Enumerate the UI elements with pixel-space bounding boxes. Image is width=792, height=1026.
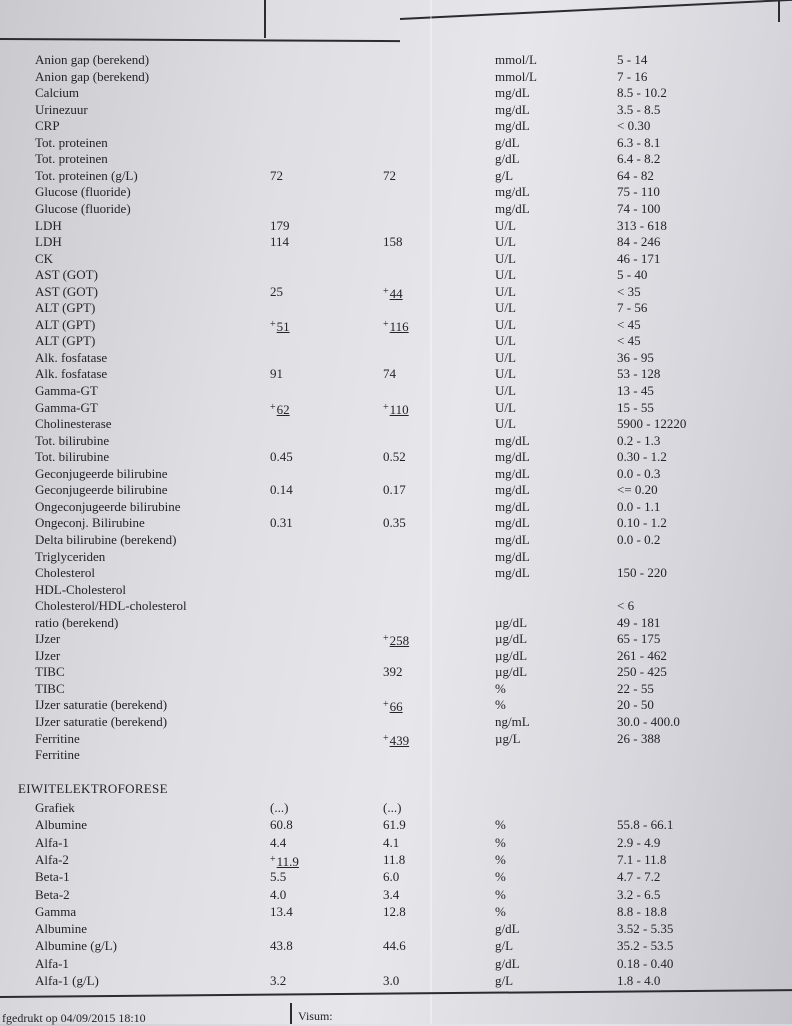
result-row bbox=[0, 218, 792, 234]
result-row bbox=[0, 835, 792, 851]
result-ref: 0.0 - 0.2 bbox=[617, 531, 661, 547]
result-unit: g/L bbox=[495, 167, 514, 183]
result-name: Tot. proteinen bbox=[35, 134, 108, 150]
result-row bbox=[0, 852, 792, 868]
result-unit: mg/dL bbox=[495, 432, 530, 448]
result-name: ratio (berekend) bbox=[35, 614, 119, 630]
result-row bbox=[0, 168, 792, 184]
header-box-right-edge bbox=[778, 0, 780, 22]
result-v1: 0.31 bbox=[270, 515, 293, 531]
result-v2: 4.1 bbox=[383, 834, 400, 850]
result-row bbox=[0, 366, 792, 382]
result-unit: U/L bbox=[495, 316, 516, 332]
result-row bbox=[0, 433, 792, 449]
result-row bbox=[0, 714, 792, 730]
result-ref: 150 - 220 bbox=[617, 565, 667, 581]
result-name: Gamma-GT bbox=[35, 383, 98, 398]
flagged-value: 110 bbox=[389, 401, 409, 417]
result-row bbox=[0, 631, 792, 647]
result-row bbox=[0, 598, 792, 614]
result-ref: 5 - 40 bbox=[617, 267, 648, 283]
result-name: Beta-1 bbox=[35, 869, 70, 885]
result-v1: (...) bbox=[270, 800, 289, 815]
result-ref: < 35 bbox=[617, 283, 641, 299]
result-row bbox=[0, 201, 792, 217]
result-name: Gamma-GT bbox=[35, 399, 98, 415]
result-name: Beta-2 bbox=[35, 886, 70, 902]
result-name: Ongeconj. Bilirubine bbox=[35, 515, 145, 531]
result-row bbox=[0, 921, 792, 937]
result-v2: 11.8 bbox=[383, 851, 406, 867]
result-ref: 250 - 425 bbox=[617, 664, 667, 680]
result-ref: 313 - 618 bbox=[617, 217, 667, 233]
result-ref: 1.8 - 4.0 bbox=[617, 973, 661, 988]
result-name: Geconjugeerde bilirubine bbox=[35, 465, 168, 481]
result-name: LDH bbox=[35, 234, 62, 250]
result-name: Tot. bilirubine bbox=[35, 449, 110, 465]
result-name: Anion gap (berekend) bbox=[35, 52, 150, 67]
flagged-value: 258 bbox=[389, 633, 410, 649]
result-unit: mg/dL bbox=[495, 548, 530, 564]
result-unit: mg/dL bbox=[495, 498, 530, 514]
result-unit: U/L bbox=[495, 250, 516, 266]
result-ref: < 45 bbox=[617, 316, 641, 332]
header-box-bottom-line bbox=[0, 38, 400, 42]
high-flag: + bbox=[383, 633, 389, 645]
result-ref: 8.8 - 18.8 bbox=[617, 903, 667, 919]
result-unit: g/dL bbox=[495, 134, 520, 150]
result-v2: 74 bbox=[383, 366, 396, 382]
result-v1: 179 bbox=[270, 217, 290, 233]
result-unit: U/L bbox=[495, 300, 516, 316]
header-box-divider bbox=[264, 0, 266, 38]
result-unit: mg/dL bbox=[495, 482, 530, 498]
result-ref: 3.52 - 5.35 bbox=[617, 921, 674, 937]
result-name: ALT (GPT) bbox=[35, 316, 96, 332]
high-flag: + bbox=[270, 318, 276, 330]
result-ref: 8.5 - 10.2 bbox=[617, 85, 667, 101]
result-unit: U/L bbox=[495, 416, 516, 432]
result-unit: mg/dL bbox=[495, 449, 530, 465]
print-date: fgedrukt op 04/09/2015 18:10 bbox=[2, 1011, 146, 1025]
result-unit: µg/dL bbox=[495, 614, 528, 630]
result-name: Triglyceriden bbox=[35, 548, 106, 564]
result-v2: 6.0 bbox=[383, 869, 400, 885]
result-row bbox=[0, 52, 792, 68]
result-ref: 20 - 50 bbox=[617, 697, 654, 713]
result-ref: 2.9 - 4.9 bbox=[617, 834, 661, 850]
result-name: Calcium bbox=[35, 85, 80, 101]
flagged-value: 116 bbox=[389, 318, 409, 334]
result-v2: (...) bbox=[383, 800, 402, 815]
result-v2: 3.0 bbox=[383, 973, 400, 988]
result-v2: 72 bbox=[383, 167, 396, 183]
result-unit: mg/dL bbox=[495, 531, 530, 547]
result-v2 bbox=[383, 731, 409, 749]
flagged-value: 51 bbox=[276, 318, 290, 334]
result-v2 bbox=[383, 631, 409, 649]
result-v1: 60.8 bbox=[270, 817, 293, 833]
result-name: Urinezuur bbox=[35, 101, 88, 117]
result-ref: 64 - 82 bbox=[617, 167, 654, 183]
result-ref: 0.0 - 0.3 bbox=[617, 465, 661, 481]
result-v2 bbox=[383, 317, 409, 335]
result-unit: ng/mL bbox=[495, 714, 530, 729]
result-unit: % bbox=[495, 817, 506, 833]
result-row bbox=[0, 973, 792, 989]
high-flag: + bbox=[383, 285, 389, 297]
result-ref: 35.2 - 53.5 bbox=[617, 938, 674, 954]
result-row bbox=[0, 317, 792, 333]
result-row bbox=[0, 251, 792, 267]
result-ref: 5 - 14 bbox=[617, 52, 648, 67]
result-row bbox=[0, 184, 792, 200]
result-ref: 74 - 100 bbox=[617, 200, 661, 216]
result-unit: µg/dL bbox=[495, 647, 528, 663]
result-ref: 6.3 - 8.1 bbox=[617, 134, 661, 150]
result-unit: % bbox=[495, 851, 506, 867]
result-v2: 12.8 bbox=[383, 903, 406, 919]
result-v1: 3.2 bbox=[270, 973, 287, 988]
result-unit: % bbox=[495, 680, 506, 696]
result-ref: 261 - 462 bbox=[617, 647, 667, 663]
result-unit: U/L bbox=[495, 234, 516, 250]
result-unit: mg/dL bbox=[495, 184, 530, 200]
result-v2: 44.6 bbox=[383, 938, 406, 954]
result-ref: 75 - 110 bbox=[617, 184, 660, 200]
result-row bbox=[0, 449, 792, 465]
high-flag: + bbox=[383, 401, 389, 413]
result-unit: U/L bbox=[495, 349, 516, 365]
high-flag: + bbox=[383, 699, 389, 711]
result-row bbox=[0, 747, 792, 763]
result-unit: U/L bbox=[495, 267, 516, 283]
result-row bbox=[0, 681, 792, 697]
result-row bbox=[0, 817, 792, 833]
result-ref: 7 - 56 bbox=[617, 300, 648, 316]
result-row bbox=[0, 69, 792, 85]
result-name: HDL-Cholesterol bbox=[35, 581, 126, 597]
result-name: Gamma bbox=[35, 903, 77, 919]
result-row bbox=[0, 515, 792, 531]
footer-box-divider bbox=[290, 1003, 292, 1024]
result-name: Grafiek bbox=[35, 800, 75, 815]
result-name: Albumine (g/L) bbox=[35, 938, 117, 954]
result-ref: 7 - 16 bbox=[617, 68, 648, 84]
result-name: Tot. proteinen (g/L) bbox=[35, 167, 138, 183]
result-v1: 91 bbox=[270, 366, 283, 382]
result-ref: 84 - 246 bbox=[617, 234, 661, 250]
result-unit: g/dL bbox=[495, 151, 520, 167]
result-v2 bbox=[383, 400, 409, 418]
high-flag: + bbox=[270, 853, 276, 865]
result-row bbox=[0, 234, 792, 250]
result-name: Alfa-1 bbox=[35, 955, 69, 971]
result-v1: 25 bbox=[270, 283, 283, 299]
result-v1: 0.14 bbox=[270, 482, 293, 498]
result-row bbox=[0, 800, 792, 816]
result-name: TIBC bbox=[35, 664, 65, 680]
result-v1: 43.8 bbox=[270, 938, 293, 954]
high-flag: + bbox=[383, 318, 389, 330]
result-name: Tot. proteinen bbox=[35, 151, 108, 167]
result-row bbox=[0, 648, 792, 664]
result-name: Alfa-1 (g/L) bbox=[35, 973, 99, 988]
result-unit: % bbox=[495, 886, 506, 902]
result-unit: mg/dL bbox=[495, 118, 530, 134]
result-row bbox=[0, 267, 792, 283]
result-row bbox=[0, 416, 792, 432]
visum-label: Visum: bbox=[298, 1009, 333, 1023]
result-row bbox=[0, 350, 792, 366]
result-name: Glucose (fluoride) bbox=[35, 200, 131, 216]
result-v2: 0.52 bbox=[383, 449, 406, 465]
result-name: IJzer bbox=[35, 631, 61, 647]
result-name: ALT (GPT) bbox=[35, 300, 96, 316]
result-ref: 5900 - 12220 bbox=[617, 416, 687, 432]
result-name: LDH bbox=[35, 217, 62, 233]
result-v1 bbox=[270, 317, 290, 335]
result-row bbox=[0, 400, 792, 416]
result-unit: % bbox=[495, 869, 506, 885]
result-v2 bbox=[383, 697, 403, 715]
high-flag: + bbox=[270, 401, 276, 413]
result-unit: % bbox=[495, 697, 506, 713]
result-v1: 72 bbox=[270, 167, 283, 183]
result-row bbox=[0, 466, 792, 482]
result-row bbox=[0, 300, 792, 316]
result-ref: < 0.30 bbox=[617, 118, 651, 134]
result-row bbox=[0, 565, 792, 581]
result-name: Tot. bilirubine bbox=[35, 432, 110, 448]
result-row bbox=[0, 615, 792, 631]
result-v2: 61.9 bbox=[383, 817, 406, 833]
result-unit: g/L bbox=[495, 973, 514, 988]
result-unit: U/L bbox=[495, 333, 516, 349]
result-unit: g/L bbox=[495, 938, 514, 954]
result-row bbox=[0, 887, 792, 903]
result-ref: 55.8 - 66.1 bbox=[617, 817, 674, 833]
result-name: Ferritine bbox=[35, 747, 80, 763]
result-name: TIBC bbox=[35, 680, 65, 696]
result-row bbox=[0, 482, 792, 498]
flagged-value: 62 bbox=[276, 401, 290, 417]
result-unit: mg/dL bbox=[495, 200, 530, 216]
result-row bbox=[0, 904, 792, 920]
result-row bbox=[0, 582, 792, 598]
result-name: IJzer bbox=[35, 647, 61, 663]
result-unit: µg/dL bbox=[495, 631, 528, 647]
result-name: Ferritine bbox=[35, 730, 80, 746]
result-name: Anion gap (berekend) bbox=[35, 68, 150, 84]
result-name: Albumine bbox=[35, 817, 87, 833]
result-ref: 3.5 - 8.5 bbox=[617, 101, 661, 117]
result-v1: 4.4 bbox=[270, 834, 287, 850]
result-v2: 158 bbox=[383, 234, 403, 250]
result-unit: mg/dL bbox=[495, 565, 530, 581]
result-ref: 65 - 175 bbox=[617, 631, 661, 647]
result-row bbox=[0, 151, 792, 167]
result-name: Cholinesterase bbox=[35, 416, 112, 432]
result-ref: <= 0.20 bbox=[617, 482, 658, 498]
result-name: CRP bbox=[35, 118, 60, 134]
result-name: ALT (GPT) bbox=[35, 333, 96, 349]
flagged-value: 66 bbox=[389, 699, 403, 715]
result-name: Alk. fosfatase bbox=[35, 366, 108, 382]
header-box-bottom-line-right bbox=[400, 0, 792, 20]
result-ref: 0.30 - 1.2 bbox=[617, 449, 667, 465]
result-v1: 114 bbox=[270, 234, 290, 250]
result-ref: 15 - 55 bbox=[617, 399, 654, 415]
result-unit: µg/L bbox=[495, 730, 521, 746]
result-ref: 49 - 181 bbox=[617, 614, 661, 630]
result-row bbox=[0, 664, 792, 680]
result-name: Albumine bbox=[35, 921, 87, 937]
result-row bbox=[0, 383, 792, 399]
result-row bbox=[0, 85, 792, 101]
flagged-value: 44 bbox=[389, 285, 403, 301]
result-unit: U/L bbox=[495, 217, 516, 233]
section-title: EIWITELEKTROFORESE bbox=[18, 781, 168, 796]
result-row bbox=[0, 499, 792, 515]
result-row bbox=[0, 532, 792, 548]
result-ref: < 6 bbox=[617, 598, 635, 614]
result-v2: 0.35 bbox=[383, 515, 406, 531]
result-ref: 0.10 - 1.2 bbox=[617, 515, 667, 531]
result-row bbox=[0, 284, 792, 300]
result-row bbox=[0, 549, 792, 565]
result-unit: mg/dL bbox=[495, 85, 530, 101]
result-ref: 3.2 - 6.5 bbox=[617, 886, 661, 902]
result-row bbox=[0, 102, 792, 118]
result-ref: 13 - 45 bbox=[617, 383, 654, 398]
result-ref: 4.7 - 7.2 bbox=[617, 869, 661, 885]
result-v2: 0.17 bbox=[383, 482, 406, 498]
result-ref: 53 - 128 bbox=[617, 366, 661, 382]
footer-divider-line bbox=[0, 989, 792, 998]
result-name: IJzer saturatie (berekend) bbox=[35, 697, 168, 713]
result-name: Glucose (fluoride) bbox=[35, 184, 131, 200]
result-row bbox=[0, 135, 792, 151]
result-unit: % bbox=[495, 834, 506, 850]
result-unit: mmol/L bbox=[495, 68, 537, 84]
flagged-value: 439 bbox=[389, 732, 410, 748]
result-row bbox=[0, 118, 792, 134]
result-name: AST (GOT) bbox=[35, 267, 98, 283]
result-row bbox=[0, 731, 792, 747]
result-ref: 22 - 55 bbox=[617, 680, 654, 696]
result-row bbox=[0, 938, 792, 954]
result-unit: mg/dL bbox=[495, 515, 530, 531]
result-v1: 4.0 bbox=[270, 886, 287, 902]
result-unit: % bbox=[495, 903, 506, 919]
result-name: Geconjugeerde bilirubine bbox=[35, 482, 168, 498]
result-unit: µg/dL bbox=[495, 664, 528, 680]
result-name: IJzer saturatie (berekend) bbox=[35, 714, 168, 729]
result-unit: mg/dL bbox=[495, 465, 530, 481]
result-ref: 7.1 - 11.8 bbox=[617, 851, 667, 867]
result-name: Alfa-2 bbox=[35, 851, 69, 867]
result-ref: 6.4 - 8.2 bbox=[617, 151, 661, 167]
result-unit: U/L bbox=[495, 383, 516, 398]
result-row bbox=[0, 956, 792, 972]
result-unit: U/L bbox=[495, 283, 516, 299]
result-ref: 36 - 95 bbox=[617, 349, 654, 365]
result-name: Alfa-1 bbox=[35, 834, 69, 850]
result-name: Alk. fosfatase bbox=[35, 349, 108, 365]
flagged-value: 11.9 bbox=[276, 853, 299, 869]
result-v2 bbox=[383, 284, 403, 302]
result-v2: 3.4 bbox=[383, 886, 400, 902]
result-unit: g/dL bbox=[495, 955, 520, 971]
result-name: Cholesterol bbox=[35, 565, 95, 581]
result-v1: 0.45 bbox=[270, 449, 293, 465]
high-flag: + bbox=[383, 732, 389, 744]
result-ref: 30.0 - 400.0 bbox=[617, 714, 680, 729]
result-v1: 5.5 bbox=[270, 869, 287, 885]
result-ref: 0.18 - 0.40 bbox=[617, 955, 674, 971]
result-v1: 13.4 bbox=[270, 903, 293, 919]
result-unit: U/L bbox=[495, 366, 516, 382]
result-v1 bbox=[270, 400, 290, 418]
result-row bbox=[0, 333, 792, 349]
result-row bbox=[0, 697, 792, 713]
result-unit: mmol/L bbox=[495, 52, 537, 67]
result-v1 bbox=[270, 852, 299, 870]
result-ref: 26 - 388 bbox=[617, 730, 661, 746]
result-unit: g/dL bbox=[495, 921, 520, 937]
result-name: Cholesterol/HDL-cholesterol bbox=[35, 598, 187, 614]
result-name: Delta bilirubine (berekend) bbox=[35, 531, 177, 547]
result-name: AST (GOT) bbox=[35, 283, 98, 299]
result-name: CK bbox=[35, 250, 54, 266]
result-unit: U/L bbox=[495, 399, 516, 415]
result-ref: 0.2 - 1.3 bbox=[617, 432, 661, 448]
result-name: Ongeconjugeerde bilirubine bbox=[35, 498, 181, 514]
result-ref: 46 - 171 bbox=[617, 250, 661, 266]
result-ref: < 45 bbox=[617, 333, 641, 349]
result-unit: mg/dL bbox=[495, 101, 530, 117]
result-v2: 392 bbox=[383, 664, 403, 680]
result-row bbox=[0, 869, 792, 885]
result-ref: 0.0 - 1.1 bbox=[617, 498, 661, 514]
